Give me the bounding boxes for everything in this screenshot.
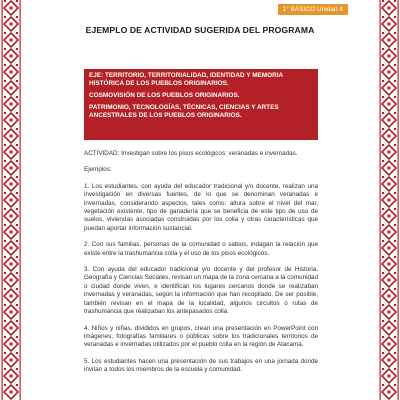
eje-item: PATRIMONIO, TECNOLOGÍAS, TÉCNICAS, CIENCIAS Y ARTES ANCESTRALES DE LOS PUEBLOS ORIGINARIOS. (89, 103, 279, 119)
example-item: 2. Con sus familias, personas de la comunidad o sabios, indagan la relación que existe entre la trashumancia colla y el uso de los pisos ecológicos. (84, 241, 318, 257)
grade-unit-badge: 1° BÁSICO Unidad 4 (278, 4, 348, 15)
activity-heading: ACTIVIDAD: Investigan sobre los pisos ecológicos: veranadas e invernadas. (84, 150, 298, 157)
example-item: 4. Niños y niñas, divididos en grupos, crean una presentación en PowerPoint con imágenes, fotografías familiares o públicas sobre los tradicionales territorios de veranadas e invernadas utilizados por el pueblo colla en la región de Atacama. (84, 324, 318, 349)
examples-label: Ejemplos: (84, 166, 112, 174)
example-item: 3. Con ayuda del educador tradicional y/o docente y del profesor de Historia, Geografía y Ciencias Sociales, revisan un mapa de la zona cercana a la comunidad o ciudad donde viven, e identifican los lugares cercanos donde se realizaban invernadas y veranadas, según la información que han recopilado. De ser posible, también revisan en el mapa de la localidad, algunos circuitos o rutas de trashumancia que realizaban los antepasados colla. (84, 266, 318, 316)
decorative-border-right (378, 0, 400, 400)
eje-item: EJE: TERRITORIO, TERRITORIALIDAD, IDENTIDAD Y MEMORIA HISTÓRICA DE LOS PUEBLOS ORIGINARIOS. (89, 72, 283, 88)
page-title: EJEMPLO DE ACTIVIDAD SUGERIDA DEL PROGRAMA (85, 25, 315, 35)
activity-body (84, 150, 318, 383)
eje-item: COSMOVISIÓN DE LOS PUEBLOS ORIGINARIOS. (89, 92, 240, 100)
example-item: 5. Los estudiantes hacen una presentación de sus trabajos en una jornada donde invitan a todos los miembros de la escuela y comunidad. (84, 357, 318, 374)
eje-box (84, 69, 318, 140)
example-item: 1. Los estudiantes, con ayuda del educador tradicional y/o docente, realizan una investigación en diversas fuentes, de lo que se denominan veranadas e invernadas, considerando aspectos, tales como: altura sobre el nivel del mar, vegetación existente, tipo de ganadería que se beneficia de este tipo de uso de suelos, viviendas asociadas construidas por los colla y otras características que puedan aportar información sustancial. (84, 182, 318, 232)
decorative-border-left (0, 0, 22, 400)
